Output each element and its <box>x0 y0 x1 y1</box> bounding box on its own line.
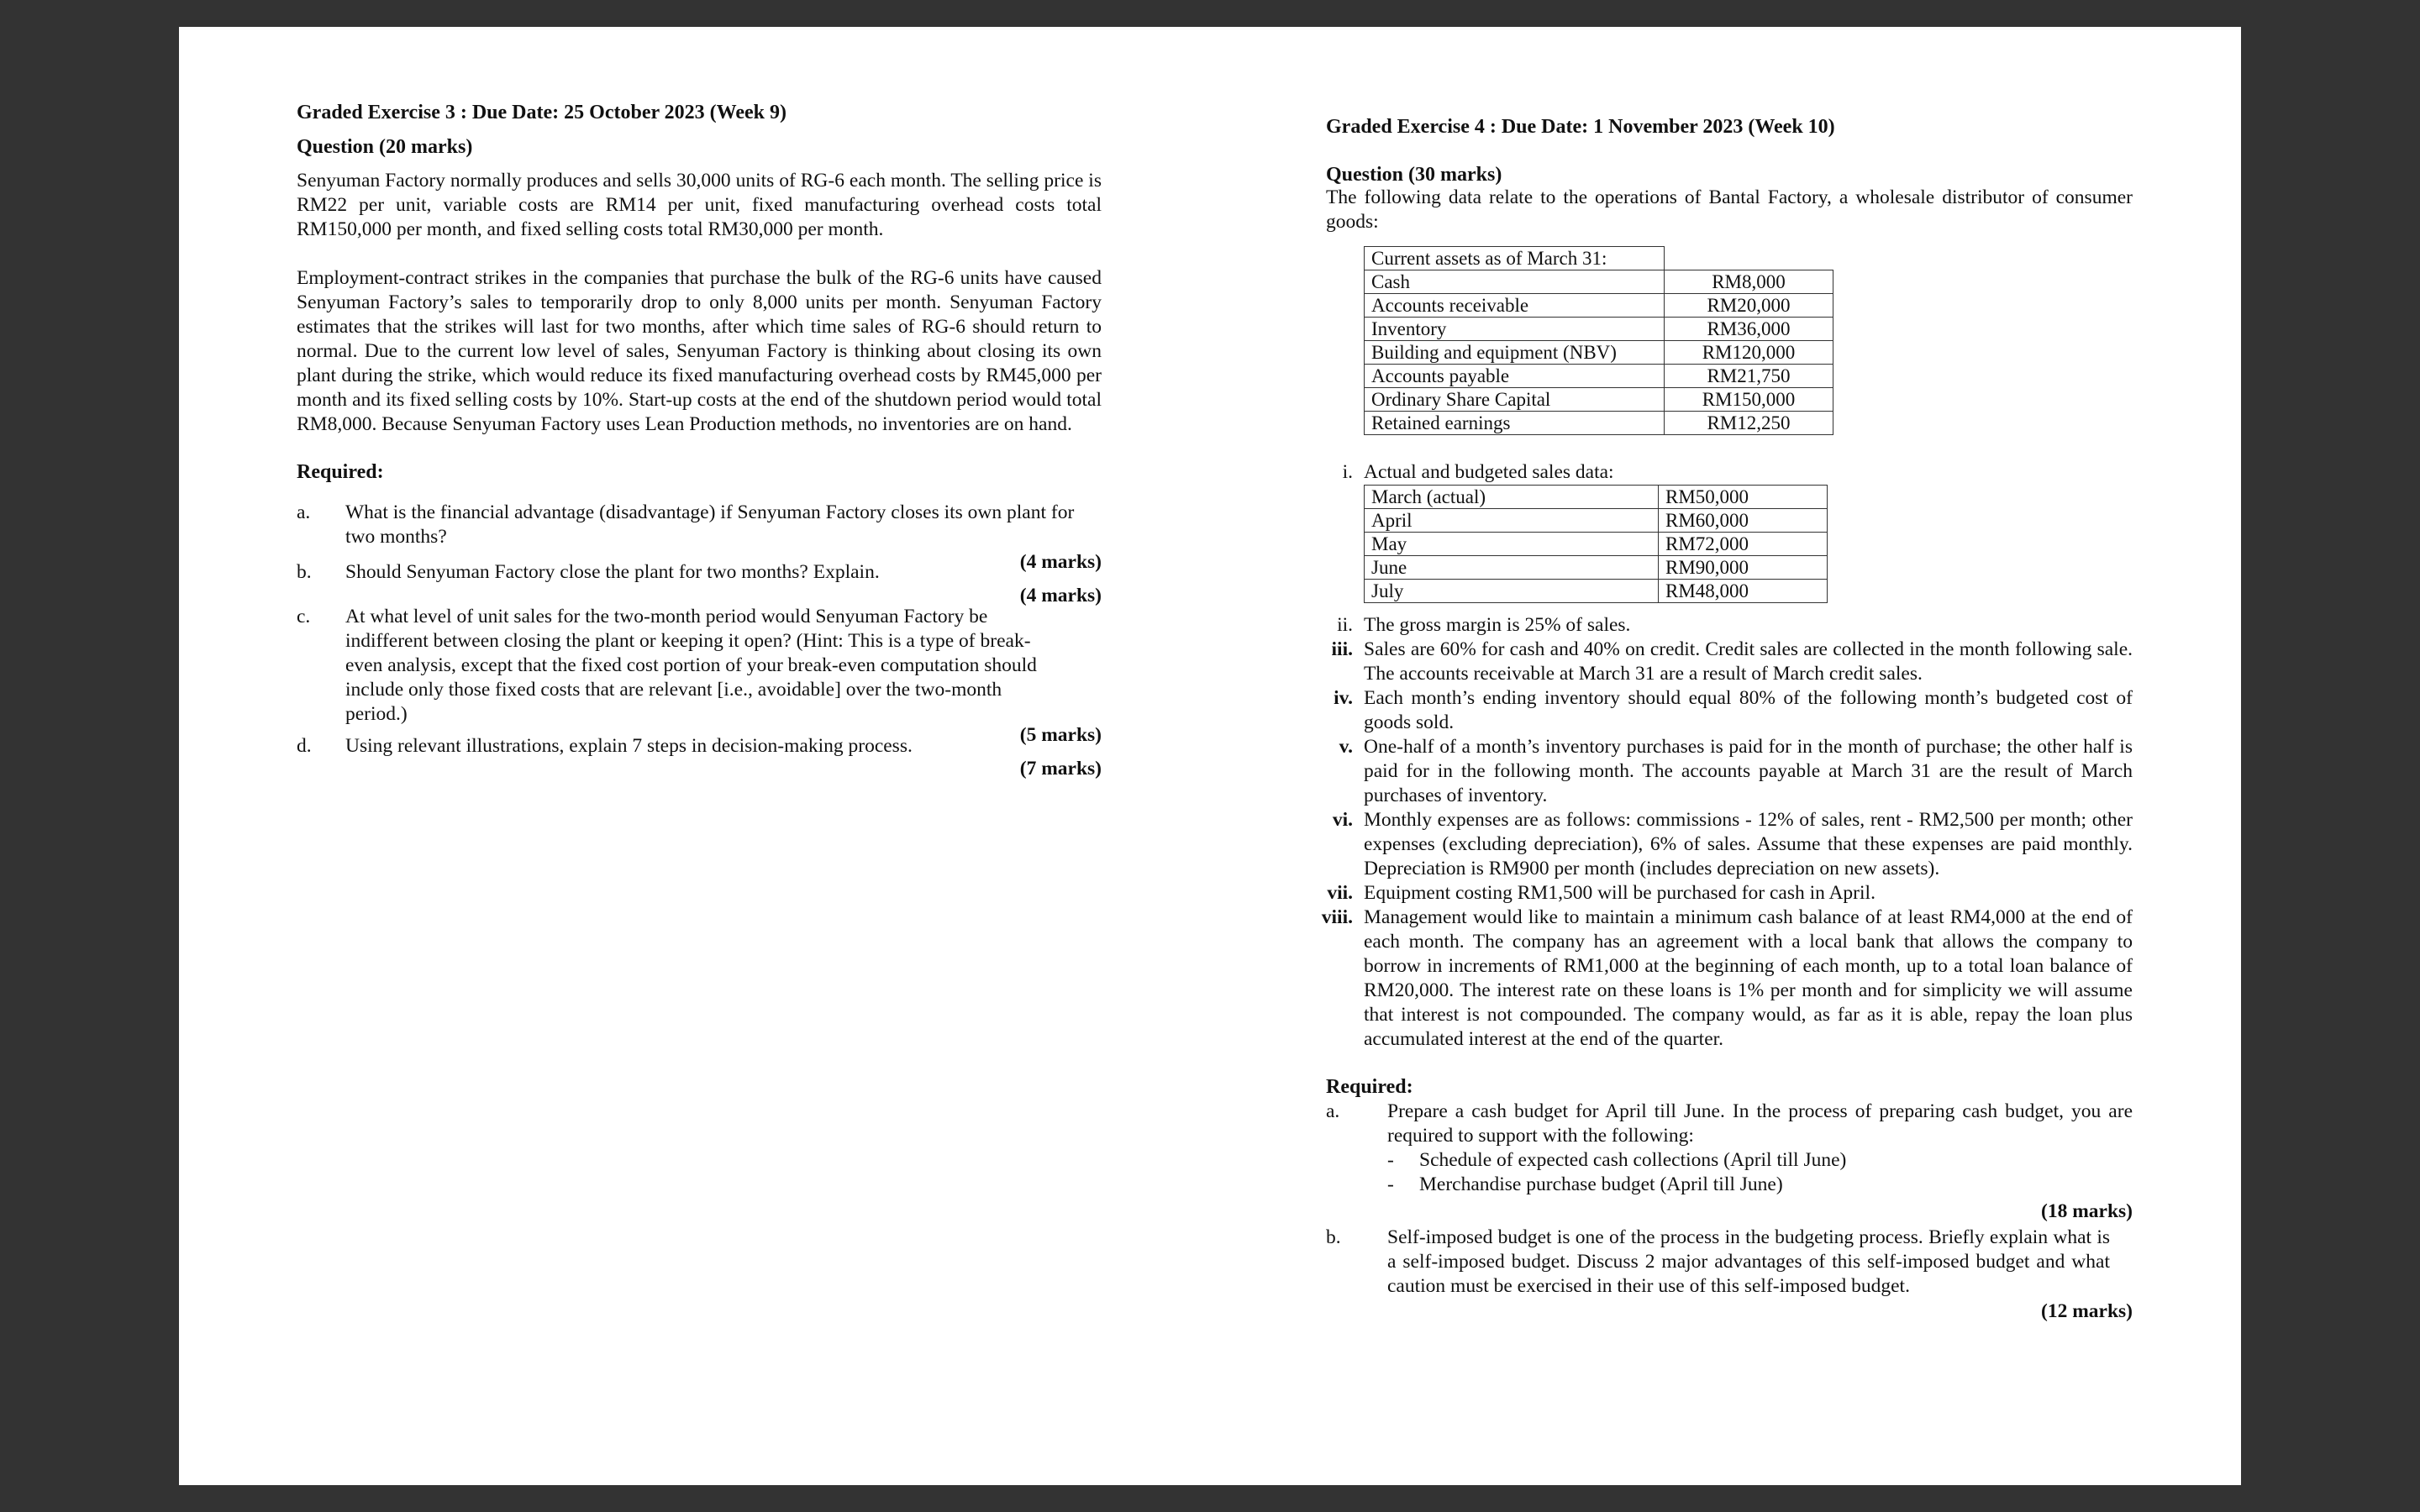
item-text: What is the financial advantage (disadvantage) if Senyuman Factory closes its own plant for two months? <box>345 501 1075 548</box>
point-i <box>1342 460 2133 485</box>
point-text: Actual and budgeted sales data: <box>1364 461 1614 483</box>
exercise-3-item-c <box>297 605 1102 748</box>
item-marks: (5 marks) <box>1019 724 1102 746</box>
exercise-3-item-d <box>297 734 1102 781</box>
item-label: a. <box>1326 1100 1340 1122</box>
exercise-3-paragraph-2: Employment-contract strikes in the companies that purchase the bulk of the RG-6 units have caused Senyuman Factory’s sales to temporarily drop to only 8,000 units per month. Senyuman Factory estimates that the strikes will last for two months, after which time sales of RG-6 should return to normal. Due to the current low level of sales, Senyuman Factory is thinking about closing its own plant during the strike, which would reduce its fixed manufacturing overhead costs by RM45,000 per month and its fixed selling costs by 10%. Start-up costs at the end of the shutdown period would total RM8,000. Because Senyuman Factory uses Lean Production methods, no inventories are on hand. <box>297 267 1102 435</box>
item-text: At what level of unit sales for the two-month period would Senyuman Factory be indifferent between closing the plant or keeping it open? (Hint: This is a type of break-even analysis, except that the fixed cost portion of your break-even computation should include only those fixed costs that are relevant [i.e., avoidable] over the two-month period.) <box>345 606 1037 725</box>
point-viii: viii. Management would like to maintain a minimum cash balance of at least RM4,000 at the end of each month. The company has an agreement with a local bank that allows the company to borrow in increments of RM1,000 at the beginning of each month, up to a total loan balance of RM20,000. The interest rate on these loans is 1% per month and for simplicity we will assume that interest is not compounded. The company would, as far as it is able, repay the loan plus accumulated interest at the end of the quarter. <box>1321 906 2133 1050</box>
exercise-4-points <box>1321 460 2133 1052</box>
exercise-3-column <box>297 101 1102 781</box>
table-row: July RM48,000 <box>1365 580 1828 603</box>
exercise-4-item-b <box>1326 1226 2133 1299</box>
exercise-4-required-heading: Required: <box>1326 1076 1413 1098</box>
current-assets-table <box>1364 246 1833 435</box>
dash-item: - Schedule of expected cash collections (April till June) <box>1387 1149 1847 1171</box>
table-row <box>1365 247 1833 270</box>
item-marks: (4 marks) <box>1019 585 1102 606</box>
item-text: Should Senyuman Factory close the plant for two months? Explain. <box>345 561 880 583</box>
point-iv: iv. Each month’s ending inventory should equal 80% of the following month’s budgeted cost of goods sold. <box>1334 687 2133 733</box>
table-row: Accounts receivable RM20,000 <box>1365 294 1833 318</box>
exercise-3-required-heading: Required: <box>297 461 384 483</box>
document-page <box>179 27 2241 1485</box>
item-a-marks: (18 marks) <box>2041 1200 2133 1222</box>
table-row: Accounts payable RM21,750 <box>1365 365 1833 388</box>
item-text: Self-imposed budget is one of the process in the budgeting process. Briefly explain what is a self-imposed budget. Discuss 2 major advantages of this self-imposed budget and what caution must be exercised in their use of this self-imposed budget. <box>1387 1226 2110 1297</box>
item-label: d. <box>297 735 312 757</box>
point-vi: vi. Monthly expenses are as follows: commissions - 12% of sales, rent - RM2,500 per month; other expenses (excluding depreciation), 6% of sales. Assume that these expenses are paid monthly. Depreciation is RM900 per month (includes depreciation on new assets). <box>1332 809 2133 879</box>
table-row: Retained earnings RM12,250 <box>1365 412 1833 435</box>
table-row: Building and equipment (NBV) RM120,000 <box>1365 341 1833 365</box>
exercise-4-item-a <box>1326 1100 2133 1148</box>
point-v: v. One-half of a month’s inventory purchases is paid for in the month of purchase; the other half is paid for in the following month. The accounts payable at March 31 are the result of March purchases of inventory. <box>1339 736 2133 806</box>
item-text: Prepare a cash budget for April till June. In the process of preparing cash budget, you are required to support with the following: <box>1387 1100 2133 1147</box>
table-row: Inventory RM36,000 <box>1365 318 1833 341</box>
exercise-4-title: Graded Exercise 4 : Due Date: 1 November 2023 (Week 10) <box>1326 116 1835 138</box>
exercise-3-title: Graded Exercise 3 : Due Date: 25 October 2023 (Week 9) <box>297 102 786 123</box>
exercise-3-question-heading: Question (20 marks) <box>297 136 473 158</box>
assumption-list <box>1321 613 2133 1052</box>
assets-header: Current assets as of March 31: <box>1365 247 1665 270</box>
table-row: May RM72,000 <box>1365 533 1828 556</box>
item-label: b. <box>1326 1226 1341 1248</box>
exercise-4-question-heading: Question (30 marks) <box>1326 164 1502 186</box>
point-iii: iii. Sales are 60% for cash and 40% on credit. Credit sales are collected in the month following sale. The accounts receivable at March 31 are a result of March credit sales. <box>1331 638 2133 685</box>
table-row: April RM60,000 <box>1365 509 1828 533</box>
item-label: b. <box>297 561 312 583</box>
item-marks: (4 marks) <box>1019 551 1102 573</box>
item-label: a. <box>297 501 311 523</box>
item-b-marks: (12 marks) <box>2041 1300 2133 1322</box>
item-label: c. <box>297 606 311 627</box>
point-vii: vii. Equipment costing RM1,500 will be purchased for cash in April. <box>1327 882 1876 904</box>
exercise-3-paragraph-1: Senyuman Factory normally produces and sells 30,000 units of RG-6 each month. The selling price is RM22 per unit, variable costs are RM14 per unit, fixed manufacturing overhead costs total RM150,000 per month, and fixed selling costs total RM30,000 per month. <box>297 170 1102 240</box>
table-row: June RM90,000 <box>1365 556 1828 580</box>
exercise-4-intro: The following data relate to the operations of Bantal Factory, a wholesale distributor of consumer goods: <box>1326 186 2133 233</box>
table-row: Cash RM8,000 <box>1365 270 1833 294</box>
exercise-3-item-b <box>297 560 1102 608</box>
point-ii: ii. The gross margin is 25% of sales. <box>1337 614 1631 636</box>
exercise-3-required-list <box>297 501 1102 781</box>
sales-data-table <box>1364 485 1828 603</box>
exercise-4-column <box>1321 115 2133 1324</box>
table-row: March (actual) RM50,000 <box>1365 486 1828 509</box>
item-marks: (7 marks) <box>1019 758 1102 780</box>
point-number: i. <box>1342 461 1353 483</box>
table-row: Ordinary Share Capital RM150,000 <box>1365 388 1833 412</box>
dash-item: - Merchandise purchase budget (April till June) <box>1387 1173 1783 1195</box>
item-text: Using relevant illustrations, explain 7 steps in decision-making process. <box>345 735 913 757</box>
